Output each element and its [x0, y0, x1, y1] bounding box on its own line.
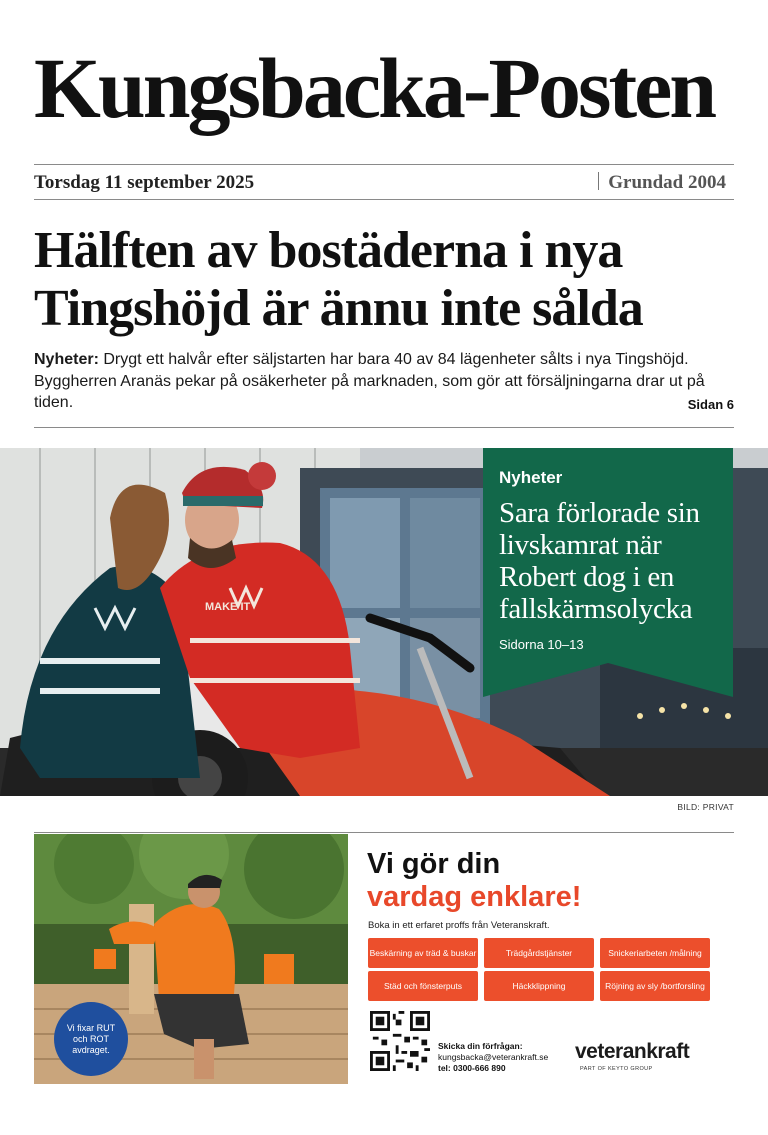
masthead-title: Kungsbacka-Posten: [34, 40, 715, 136]
teaser-kicker: Nyheter: [499, 468, 563, 487]
qr-code-icon[interactable]: [370, 1011, 430, 1071]
divider: [34, 164, 734, 165]
veterankraft-logo-sub: PART OF KEYTO GROUP: [580, 1066, 653, 1072]
founded-label: Grundad 2004: [598, 172, 726, 194]
service-cleaning-button[interactable]: Städ och fönsterputs: [368, 971, 478, 1001]
lead-summary-text: Drygt ett halvår efter säljstarten har bara 40 av 84 lägenheter sålts i nya Tingshöjd. Byggherren Aranäs pekar på osäkerheter på marknaden, som gör att försäljningarna drar ut på tiden.: [34, 351, 705, 411]
service-hedge-button[interactable]: Häckklippning: [484, 971, 594, 1001]
photo-story-teaser[interactable]: [483, 448, 733, 697]
ad-services: [368, 938, 710, 1001]
ad-worker-photo: [34, 834, 348, 1084]
lead-kicker: Nyheter:: [34, 351, 99, 368]
veterankraft-logo: veterankraft: [575, 1040, 690, 1063]
ad-headline-1: Vi gör din: [367, 848, 501, 880]
ad-headline-2: vardag enklare!: [367, 881, 582, 913]
lead-summary: [34, 349, 734, 414]
ad-subline: Boka in ett erfaret proffs från Veteranskraft.: [368, 920, 550, 931]
divider: [34, 199, 734, 200]
divider: [34, 427, 734, 428]
contact-label: Skicka din förfrågan:: [438, 1041, 523, 1051]
sweater-text: MAKE IT: [205, 601, 251, 613]
service-clearing-button[interactable]: Röjning av sly /bortforsling: [600, 971, 710, 1001]
service-garden-button[interactable]: Trädgårdstjänster: [484, 938, 594, 968]
contact-email[interactable]: kungsbacka@veterankraft.se: [438, 1052, 549, 1062]
service-pruning-button[interactable]: Beskärning av träd & buskar: [368, 938, 478, 968]
divider: [34, 832, 734, 833]
veterankraft-ad[interactable]: [34, 834, 734, 1084]
service-carpentry-button[interactable]: Snickeriarbeten /målning: [600, 938, 710, 968]
issue-date: Torsdag 11 september 2025: [34, 172, 255, 193]
lead-headline[interactable]: Hälften av bostäderna i nya Tingshöjd är ännu inte sålda: [34, 222, 643, 337]
teaser-title[interactable]: Sara förlorade sin livskamrat när Robert dog i en fallskärmsolycka: [499, 497, 700, 625]
contact-phone[interactable]: tel: 0300-666 890: [438, 1063, 506, 1073]
ad-contact: [438, 1041, 548, 1074]
rut-rot-badge: Vi fixar RUT och ROT avdraget.: [54, 1002, 128, 1076]
photo-credit: BILD: PRIVAT: [677, 802, 734, 812]
dateline: [34, 172, 734, 194]
lead-page-ref[interactable]: Sidan 6: [687, 397, 734, 412]
teaser-page-ref: Sidorna 10–13: [499, 637, 584, 652]
